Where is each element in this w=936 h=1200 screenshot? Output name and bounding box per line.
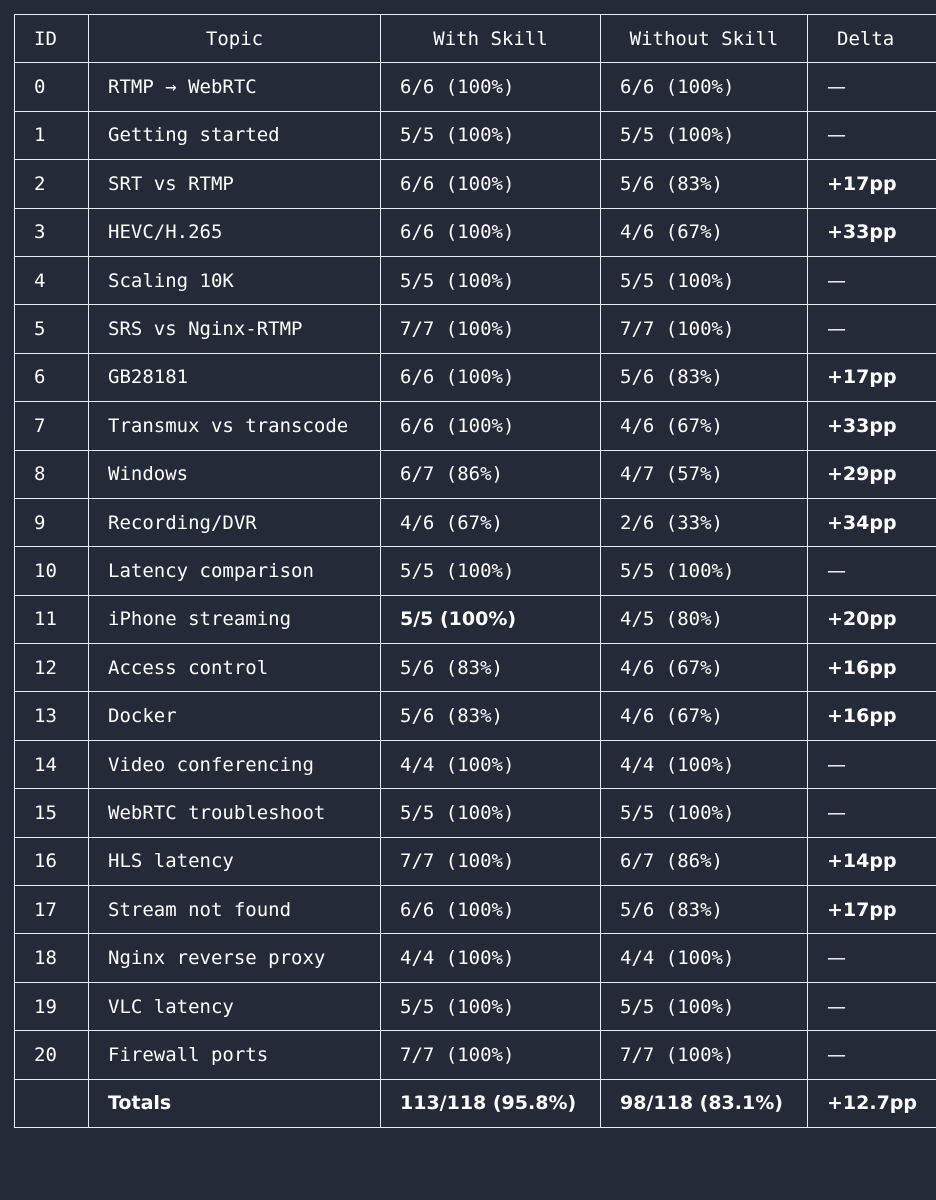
table-row	[15, 547, 936, 595]
cell-without-skill: 5/6 (83%)	[601, 160, 808, 208]
cell-delta: —	[808, 740, 936, 788]
cell-id: 4	[15, 256, 89, 304]
cell-with-skill: 6/6 (100%)	[381, 160, 601, 208]
cell-without-skill: 7/7 (100%)	[601, 1031, 808, 1079]
cell-without-skill: 6/6 (100%)	[601, 63, 808, 111]
table-row	[15, 934, 936, 982]
cell-delta: —	[808, 305, 936, 353]
table-row	[15, 692, 936, 740]
cell-id: 17	[15, 886, 89, 934]
cell-topic: Firewall ports	[89, 1031, 381, 1079]
cell-delta: +17pp	[808, 160, 936, 208]
cell-delta: —	[808, 256, 936, 304]
table-row	[15, 111, 936, 159]
totals-without-skill: 98/118 (83.1%)	[601, 1079, 808, 1127]
cell-without-skill: 5/6 (83%)	[601, 353, 808, 401]
cell-topic: Transmux vs transcode	[89, 402, 381, 450]
cell-id: 11	[15, 595, 89, 643]
cell-id: 8	[15, 450, 89, 498]
cell-with-skill: 6/6 (100%)	[381, 402, 601, 450]
table-row	[15, 450, 936, 498]
cell-id: 3	[15, 208, 89, 256]
cell-id: 0	[15, 63, 89, 111]
table-row	[15, 63, 936, 111]
cell-topic: HLS latency	[89, 837, 381, 885]
cell-without-skill: 5/5 (100%)	[601, 789, 808, 837]
cell-delta: +17pp	[808, 353, 936, 401]
table-row	[15, 644, 936, 692]
cell-delta: +16pp	[808, 692, 936, 740]
results-table	[14, 14, 936, 1128]
cell-delta: —	[808, 789, 936, 837]
cell-delta: +14pp	[808, 837, 936, 885]
cell-delta: +29pp	[808, 450, 936, 498]
cell-with-skill: 6/6 (100%)	[381, 353, 601, 401]
cell-with-skill: 5/5 (100%)	[381, 111, 601, 159]
cell-with-skill: 6/6 (100%)	[381, 886, 601, 934]
header-delta: Delta	[808, 15, 936, 63]
cell-id: 14	[15, 740, 89, 788]
cell-with-skill: 4/4 (100%)	[381, 934, 601, 982]
cell-without-skill: 5/5 (100%)	[601, 982, 808, 1030]
table-row	[15, 160, 936, 208]
table-row	[15, 886, 936, 934]
cell-delta: —	[808, 547, 936, 595]
cell-with-skill: 5/5 (100%)	[381, 547, 601, 595]
cell-topic: Getting started	[89, 111, 381, 159]
cell-topic: Nginx reverse proxy	[89, 934, 381, 982]
cell-id: 1	[15, 111, 89, 159]
header-id: ID	[15, 15, 89, 63]
cell-id: 15	[15, 789, 89, 837]
cell-topic: RTMP → WebRTC	[89, 63, 381, 111]
cell-id: 19	[15, 982, 89, 1030]
cell-with-skill: 7/7 (100%)	[381, 1031, 601, 1079]
cell-with-skill: 6/6 (100%)	[381, 208, 601, 256]
cell-with-skill: 5/5 (100%)	[381, 256, 601, 304]
cell-id: 9	[15, 498, 89, 546]
table-row	[15, 740, 936, 788]
cell-delta: +34pp	[808, 498, 936, 546]
cell-id: 5	[15, 305, 89, 353]
cell-delta: —	[808, 1031, 936, 1079]
cell-delta: —	[808, 111, 936, 159]
cell-without-skill: 4/4 (100%)	[601, 934, 808, 982]
cell-topic: Access control	[89, 644, 381, 692]
cell-without-skill: 4/6 (67%)	[601, 402, 808, 450]
totals-with-skill: 113/118 (95.8%)	[381, 1079, 601, 1127]
cell-delta: +33pp	[808, 402, 936, 450]
table-row	[15, 208, 936, 256]
cell-without-skill: 2/6 (33%)	[601, 498, 808, 546]
cell-delta: +33pp	[808, 208, 936, 256]
cell-without-skill: 5/6 (83%)	[601, 886, 808, 934]
table-row	[15, 498, 936, 546]
table-row	[15, 353, 936, 401]
cell-id: 6	[15, 353, 89, 401]
table-row	[15, 789, 936, 837]
cell-topic: Latency comparison	[89, 547, 381, 595]
cell-topic: Scaling 10K	[89, 256, 381, 304]
cell-without-skill: 5/5 (100%)	[601, 547, 808, 595]
header-without-skill: Without Skill	[601, 15, 808, 63]
table-body	[15, 63, 936, 1079]
cell-with-skill: 4/6 (67%)	[381, 498, 601, 546]
cell-with-skill: 5/5 (100%)	[381, 789, 601, 837]
table-row	[15, 982, 936, 1030]
cell-without-skill: 7/7 (100%)	[601, 305, 808, 353]
cell-delta: —	[808, 934, 936, 982]
table-row	[15, 256, 936, 304]
cell-with-skill: 5/6 (83%)	[381, 644, 601, 692]
cell-topic: SRS vs Nginx-RTMP	[89, 305, 381, 353]
cell-topic: iPhone streaming	[89, 595, 381, 643]
cell-topic: WebRTC troubleshoot	[89, 789, 381, 837]
cell-topic: VLC latency	[89, 982, 381, 1030]
cell-with-skill: 7/7 (100%)	[381, 305, 601, 353]
cell-topic: Stream not found	[89, 886, 381, 934]
cell-topic: Recording/DVR	[89, 498, 381, 546]
cell-delta: —	[808, 63, 936, 111]
cell-topic: Video conferencing	[89, 740, 381, 788]
cell-id: 7	[15, 402, 89, 450]
cell-without-skill: 5/5 (100%)	[601, 111, 808, 159]
cell-id: 16	[15, 837, 89, 885]
cell-without-skill: 4/6 (67%)	[601, 692, 808, 740]
cell-with-skill: 5/5 (100%)	[381, 595, 601, 643]
cell-without-skill: 5/5 (100%)	[601, 256, 808, 304]
cell-delta: +16pp	[808, 644, 936, 692]
header-with-skill: With Skill	[381, 15, 601, 63]
header-row	[15, 15, 936, 63]
results-table-container	[14, 14, 936, 1128]
table-row	[15, 595, 936, 643]
cell-with-skill: 5/6 (83%)	[381, 692, 601, 740]
table-row	[15, 305, 936, 353]
table-row	[15, 837, 936, 885]
cell-without-skill: 4/4 (100%)	[601, 740, 808, 788]
cell-delta: —	[808, 982, 936, 1030]
cell-with-skill: 6/6 (100%)	[381, 63, 601, 111]
cell-without-skill: 4/6 (67%)	[601, 208, 808, 256]
cell-without-skill: 4/5 (80%)	[601, 595, 808, 643]
totals-label: Totals	[89, 1079, 381, 1127]
header-topic: Topic	[89, 15, 381, 63]
cell-id: 12	[15, 644, 89, 692]
cell-id: 2	[15, 160, 89, 208]
totals-id	[15, 1079, 89, 1127]
cell-topic: Docker	[89, 692, 381, 740]
cell-id: 18	[15, 934, 89, 982]
cell-topic: SRT vs RTMP	[89, 160, 381, 208]
cell-without-skill: 4/7 (57%)	[601, 450, 808, 498]
cell-with-skill: 6/7 (86%)	[381, 450, 601, 498]
cell-topic: HEVC/H.265	[89, 208, 381, 256]
table-row	[15, 1031, 936, 1079]
cell-id: 13	[15, 692, 89, 740]
cell-without-skill: 4/6 (67%)	[601, 644, 808, 692]
cell-with-skill: 5/5 (100%)	[381, 982, 601, 1030]
totals-row	[15, 1079, 936, 1127]
cell-topic: Windows	[89, 450, 381, 498]
cell-id: 10	[15, 547, 89, 595]
cell-delta: +20pp	[808, 595, 936, 643]
cell-topic: GB28181	[89, 353, 381, 401]
totals-delta: +12.7pp	[808, 1079, 936, 1127]
table-row	[15, 402, 936, 450]
cell-id: 20	[15, 1031, 89, 1079]
cell-delta: +17pp	[808, 886, 936, 934]
cell-with-skill: 7/7 (100%)	[381, 837, 601, 885]
cell-with-skill: 4/4 (100%)	[381, 740, 601, 788]
cell-without-skill: 6/7 (86%)	[601, 837, 808, 885]
